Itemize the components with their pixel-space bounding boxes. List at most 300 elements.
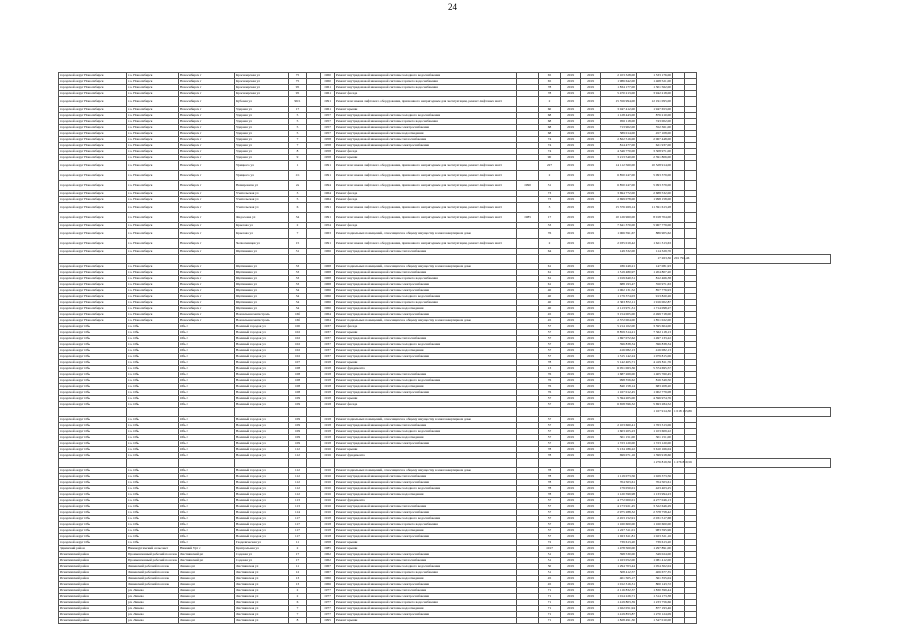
table-cell: городской округ Новосибирск (59, 97, 127, 107)
table-cell: 1 103 609,22 (637, 429, 673, 435)
table-cell: 201 792,46 (673, 255, 685, 264)
table-cell: Щетинкина ул (235, 282, 289, 288)
table-cell: 2019 (561, 354, 581, 360)
table-cell: 2019 (581, 125, 601, 131)
table-cell: Обь г (179, 417, 235, 423)
table-cell: 57 (539, 423, 561, 429)
table-cell: 1 012 316,31 (601, 582, 637, 588)
table-cell: 1 998 158,00 (637, 197, 673, 203)
table-cell (685, 171, 697, 181)
table-cell: г.о. Новосибирск (127, 213, 179, 223)
table-cell: 33 (289, 282, 307, 288)
table-cell: Военный городок ул (235, 429, 289, 435)
table-cell: 2а (289, 181, 307, 191)
table-cell (517, 255, 539, 264)
table-cell: 2019 (561, 447, 581, 453)
table-cell (307, 618, 321, 624)
table-cell: Обь г (179, 366, 235, 372)
table-cell: Ремонт внутридомовой инженерной системы водоотведения (335, 435, 517, 441)
table-cell: Ударная ул (235, 143, 289, 149)
table-cell: Новосибирск г (179, 85, 235, 91)
table-cell: 1 018 153,86 (673, 408, 685, 417)
table-cell: 2019 (581, 498, 601, 504)
table-cell: 5 093 379,00 (637, 181, 673, 191)
table-cell: 1 297 891,00 (637, 546, 673, 552)
table-cell: Искитимский район (59, 618, 127, 624)
table-cell: 2 067 448,00 (637, 137, 673, 143)
table-cell: Ремонт внутридомовой инженерной системы горячего водоснабжения (335, 276, 517, 282)
table-cell: 5 134 186,22 (601, 447, 637, 453)
table-cell: 1 916 002,87 (637, 300, 673, 306)
table-cell (697, 408, 831, 417)
table-cell: Новосибирск г (179, 312, 235, 318)
table-cell: г.о. Новосибирск (127, 171, 179, 181)
table-cell: 2019 (561, 582, 581, 588)
table-cell: г.о. Обь (127, 468, 179, 474)
table-cell: 998 356,62 (601, 378, 637, 384)
table-cell: 51 (539, 552, 561, 558)
table-cell: 1 603 205,23 (601, 429, 637, 435)
table-cell: Новосибирск г (179, 79, 235, 85)
table-cell: городской округ Новосибирск (59, 91, 127, 97)
table-cell: 2019 (561, 423, 581, 429)
table-cell: 1 227 311,01 (601, 528, 637, 534)
table-cell: 2019 (561, 113, 581, 119)
table-cell: 2019 (581, 143, 601, 149)
table-cell: 1 276 819,56 (637, 459, 673, 468)
table-cell: Военный городок ул (235, 378, 289, 384)
table-cell: 40 (539, 294, 561, 300)
table-cell (673, 213, 685, 223)
table-cell: 2019 (581, 474, 601, 480)
table-cell: 2019 (561, 396, 581, 402)
table-cell: 17 (289, 107, 307, 113)
table-cell: 2 (289, 588, 307, 594)
table-cell: г.о. Новосибирск (127, 181, 179, 191)
table-cell: Искитимский район (59, 594, 127, 600)
table-cell (685, 213, 697, 223)
table-cell: 5 967 779,00 (637, 223, 673, 229)
table-cell: 2019 (581, 131, 601, 137)
table-cell: Линево рп (179, 618, 235, 624)
table-cell: Ремонт внутридомовой инженерной системы теплоснабжения (335, 474, 517, 480)
table-cell: 406 677,35 (637, 570, 673, 576)
table-cell: Ремонт крыши (335, 330, 517, 336)
table-cell (235, 408, 289, 417)
table-cell: городской округ Обь (59, 486, 127, 492)
table-cell: 2019 (561, 588, 581, 594)
table-cell: 112 (289, 480, 307, 486)
table-cell: Новосибирск г (179, 143, 235, 149)
table-cell: 51 (539, 558, 561, 564)
table-cell: 7 (289, 229, 307, 239)
table-cell: Военный городок ул (235, 435, 289, 441)
table-cell (335, 408, 517, 417)
table-cell: 11 (289, 564, 307, 570)
table-cell: 61 (539, 282, 561, 288)
table-cell (517, 171, 539, 181)
table-cell: городской округ Обь (59, 534, 127, 540)
table-cell: Новосибирск г (179, 270, 235, 276)
table-cell: 108 (289, 384, 307, 390)
table-cell: 102 (289, 336, 307, 342)
table-cell: 1916 (321, 447, 335, 453)
table-cell: 2019 (561, 576, 581, 582)
table-cell: 2019 (581, 606, 601, 612)
table-cell: Военный городок ул (235, 366, 289, 372)
table-cell: 78 (539, 492, 561, 498)
table-cell: 1977 (321, 588, 335, 594)
table-cell: 1 023 611,81 (601, 534, 637, 540)
table-cell: 17 (539, 213, 561, 223)
table-cell: Ремонт или замена лифтового оборудования, признанного непригодным для эксплуатации, ремонт лифтовых шахт (335, 171, 517, 181)
table-cell: 227 (539, 161, 561, 171)
table-cell: 2019 (581, 366, 601, 372)
table-cell (673, 239, 685, 249)
table-cell: 301 151,00 (601, 435, 637, 441)
table-cell: городской округ Обь (59, 348, 127, 354)
table-cell (307, 213, 321, 223)
table-cell: 2019 (561, 372, 581, 378)
table-cell: Линево рп (179, 612, 235, 618)
table-cell: городской округ Новосибирск (59, 288, 127, 294)
table-cell: 1 947 653,00 (637, 107, 673, 113)
table-cell: 2019 (561, 534, 581, 540)
table-cell: 621 937,00 (637, 143, 673, 149)
table-cell: Военный городок ул (235, 336, 289, 342)
table-cell: 1937 (321, 324, 335, 330)
table-cell: Ремонт внутридомовой инженерной системы водоотведения (335, 131, 517, 137)
table-row (59, 408, 831, 417)
table-cell: 1 497 133,22 (637, 336, 673, 342)
table-cell: 112 (289, 492, 307, 498)
table-cell: г.о. Новосибирск (127, 300, 179, 306)
table-cell: 1 167 012,45 (601, 390, 637, 396)
table-cell: Ремонт внутридомовой инженерной системы холодного водоснабжения (335, 113, 517, 119)
table-cell: 416 082,13 (637, 348, 673, 354)
table-cell: 109 (289, 429, 307, 435)
table-cell: 1 834 177,00 (601, 85, 637, 91)
table-cell: 2019 (581, 155, 601, 161)
table-cell: Искитимский район (59, 588, 127, 594)
table-cell: г.о. Обь (127, 447, 179, 453)
table-cell: Военный городок ул (235, 468, 289, 474)
table-cell: Новосибирск г (179, 137, 235, 143)
table-cell: 76 (539, 390, 561, 396)
table-cell: Ремонт внутридомовой инженерной системы горячего водоснабжения (335, 570, 517, 576)
table-cell: Военный городок ул (235, 354, 289, 360)
table-cell: Ремонт или замена лифтового оборудования, признанного непригодным для эксплуатации, ремонт лифтовых шахт (335, 239, 517, 249)
table-cell: 2019 (561, 618, 581, 624)
table-cell: Ремонт внутридомовой инженерной системы горячего водоснабжения (335, 522, 517, 528)
table-cell: 2019 (581, 480, 601, 486)
table-cell: 117 (289, 522, 307, 528)
table-cell: 34 (289, 306, 307, 312)
table-cell: 2019 (581, 348, 601, 354)
table-row (59, 255, 831, 264)
table-cell (307, 171, 321, 181)
table-cell (307, 239, 321, 249)
table-cell: городской округ Обь (59, 516, 127, 522)
table-cell: 5 (289, 197, 307, 203)
table-cell: Ремонт внутридомовой инженерной системы электроснабжения (335, 510, 517, 516)
table-cell: 1966 (321, 249, 335, 255)
table-cell: 179 050,01 (601, 486, 637, 492)
table-cell (539, 408, 561, 417)
table-cell: г.о. Новосибирск (127, 149, 179, 155)
table-cell: 71 (539, 618, 561, 624)
table-cell: 2019 (561, 270, 581, 276)
table-cell (685, 181, 697, 191)
table-cell: 2019 (561, 171, 581, 181)
page-number: 24 (448, 2, 457, 12)
table-cell: 2019 (561, 85, 581, 91)
table-cell (321, 408, 335, 417)
table-cell: Красноярская ул (235, 79, 289, 85)
table-cell: 78 (539, 468, 561, 474)
table-cell: Красноярская ул (235, 91, 289, 97)
table-cell: Обь г (179, 504, 235, 510)
table-cell: 61 (539, 264, 561, 270)
table-cell: Ремонт фасада (335, 149, 517, 155)
table-cell: Военный городок ул (235, 360, 289, 366)
table-cell: 1/1 (289, 171, 307, 181)
table-cell: 109 (289, 423, 307, 429)
table-cell: 1991 (321, 239, 335, 249)
table-cell: Линевский рабочий поселок (127, 570, 179, 576)
table-cell: 1918 (321, 522, 335, 528)
table-cell: 1 002 779,08 (637, 390, 673, 396)
table-cell: 1 204 807,20 (637, 270, 673, 276)
table-cell: Обь г (179, 474, 235, 480)
table-cell: 108 (289, 390, 307, 396)
table-cell: 1918 (321, 384, 335, 390)
table-cell: 2019 (561, 288, 581, 294)
table-cell (539, 255, 561, 264)
table-cell: 1 019 640,51 (601, 276, 637, 282)
table-cell: Ремонт внутридомовой инженерной системы горячего водоснабжения (335, 85, 517, 91)
table-cell: 2019 (581, 417, 601, 423)
table-cell: 2 103 328,00 (601, 73, 637, 79)
table-cell: Новосибирск г (179, 191, 235, 197)
table-cell: городской округ Обь (59, 540, 127, 546)
table-cell: 10 126 960,00 (601, 213, 637, 223)
table-cell: 2019 (581, 504, 601, 510)
table-cell: Ремонт или замена лифтового оборудования, признанного непригодным для эксплуатации, ремонт лифтовых шахт (335, 181, 517, 191)
table-cell: 7 641 370,00 (601, 223, 637, 229)
table-cell: Обь г (179, 528, 235, 534)
table-cell: Ремонт внутридомовой инженерной системы холодного водоснабжения (335, 378, 517, 384)
table-cell: 78 (539, 474, 561, 480)
table-cell: 1 723 120,00 (601, 441, 637, 447)
table-cell: 2019 (561, 300, 581, 306)
table-cell: г.о. Новосибирск (127, 97, 179, 107)
table-cell: 5 (289, 125, 307, 131)
table-cell: Линево рп (179, 564, 235, 570)
table-cell: г.о. Обь (127, 516, 179, 522)
table-cell: 1 081 412,00 (637, 558, 673, 564)
table-cell: городской округ Новосибирск (59, 306, 127, 312)
table-cell: 1 120 599,98 (601, 492, 637, 498)
table-cell: Линево рп (179, 606, 235, 612)
table-cell: городской округ Новосибирск (59, 223, 127, 229)
table-cell: 109 (289, 441, 307, 447)
table-cell: 2019 (581, 453, 601, 459)
table-cell: 2 (539, 171, 561, 181)
table-cell: 2019 (561, 79, 581, 85)
table-cell: 5 470 213,00 (601, 91, 637, 97)
table-cell: 1918 (321, 516, 335, 522)
table-cell: 1 022 051,94 (601, 606, 637, 612)
table-cell: Ремонт крыши (335, 618, 517, 624)
table-cell: 102 (289, 330, 307, 336)
table-cell: 2019 (581, 546, 601, 552)
table-cell: 1918 (321, 366, 335, 372)
table-cell (179, 408, 235, 417)
table-cell: 1991 (321, 171, 335, 181)
table-cell: Военный городок ул (235, 522, 289, 528)
table-cell: 2 116 832,37 (601, 588, 637, 594)
table-cell: 1 (289, 161, 307, 171)
table-cell: Новосибирск г (179, 181, 235, 191)
table-cell: городской округ Новосибирск (59, 137, 127, 143)
table-cell: 2 372 004,00 (601, 318, 637, 324)
table-cell: г.о. Обь (127, 528, 179, 534)
table-cell: 78 (539, 360, 561, 366)
table-cell: 2019 (561, 360, 581, 366)
table-cell: 2019 (581, 181, 601, 191)
table-cell: Новосибирск г (179, 155, 235, 161)
table-cell: Вокзальная магистраль (235, 318, 289, 324)
table-cell: Военный городок ул (235, 516, 289, 522)
table-cell: 113 (289, 498, 307, 504)
table-cell: Ремонт крыши (335, 396, 517, 402)
table-cell: 2019 (561, 223, 581, 229)
table-cell: городской округ Новосибирск (59, 203, 127, 213)
table-cell: 57 (539, 435, 561, 441)
table-cell: Ремонт внутридомовой инженерной системы холодного водоснабжения (335, 294, 517, 300)
table-cell: Ремонт или замена лифтового оборудования, признанного непригодным для эксплуатации, ремонт лифтовых шахт (335, 213, 517, 223)
table-cell: городской округ Обь (59, 522, 127, 528)
table-cell: Ремонт внутридомовой инженерной системы горячего водоснабжения (335, 300, 517, 306)
table-cell: 114 329,76 (637, 249, 673, 255)
table-cell: Ремонт внутридомовой инженерной системы электроснабжения (335, 534, 517, 540)
table-cell: Листвянская ул (235, 618, 289, 624)
table-cell: Ремонт внутридомовой инженерной системы горячего водоснабжения (335, 79, 517, 85)
table-cell: Щетинкина ул (235, 288, 289, 294)
table-row (59, 618, 831, 624)
table-cell: г.о. Новосибирск (127, 191, 179, 197)
table-cell: 508 412,57 (601, 570, 637, 576)
table-cell: 4 596 974,76 (637, 396, 673, 402)
table-cell: 2019 (561, 229, 581, 239)
table-cell: Красноярская ул (235, 85, 289, 91)
table-cell: 1961 (321, 85, 335, 91)
table-cell: 13 (289, 582, 307, 588)
table-cell (697, 255, 831, 264)
table-cell: 2019 (581, 85, 601, 91)
table-cell: городской округ Новосибирск (59, 191, 127, 197)
table-cell: Ремонт внутридомовой инженерной системы теплоснабжения (335, 558, 517, 564)
table-cell: 1967 (321, 570, 335, 576)
table-cell: Линевский рабочий поселок (127, 582, 179, 588)
table-cell: 4 346 770,00 (601, 149, 637, 155)
table-cell: 2019 (581, 91, 601, 97)
table-cell: 2019 (561, 312, 581, 318)
table-cell: г.о. Обь (127, 390, 179, 396)
table-cell: Ударная ул (235, 137, 289, 143)
table-cell (321, 255, 335, 264)
table-cell: 2019 (581, 73, 601, 79)
table-cell: городской округ Обь (59, 372, 127, 378)
table-cell: 112 (289, 453, 307, 459)
table-cell: 1 405 760,45 (637, 372, 673, 378)
table-cell: Военный городок ул (235, 330, 289, 336)
table-cell: 1916 (321, 492, 335, 498)
table-cell: Ударная ул (235, 149, 289, 155)
table-cell: городской округ Обь (59, 441, 127, 447)
table-cell: 1995 (321, 618, 335, 624)
table-cell: Новосибирск г (179, 264, 235, 270)
table-cell: 1962 (321, 558, 335, 564)
table-cell (581, 459, 601, 468)
table-cell: 57 (539, 522, 561, 528)
table-cell: 2019 (581, 119, 601, 125)
table-cell: Обь г (179, 402, 235, 408)
table-cell: городской округ Новосибирск (59, 161, 127, 171)
table-cell: г.о. Обь (127, 540, 179, 546)
table-cell: г.о. Новосибирск (127, 312, 179, 318)
table-cell: Ремонт внутридомовой инженерной системы электроснабжения (335, 312, 517, 318)
table-cell: 1916 (321, 486, 335, 492)
table-cell: городской округ Обь (59, 480, 127, 486)
table-cell (685, 97, 697, 107)
table-cell (517, 203, 539, 213)
table-row (59, 97, 831, 107)
table-cell: Ремонт внутридомовой инженерной системы теплоснабжения (335, 423, 517, 429)
table-cell (685, 203, 697, 213)
table-cell: 117 (289, 534, 307, 540)
table-cell: Садовая ул (235, 558, 289, 564)
table-cell: Щетинкина ул (235, 306, 289, 312)
table-cell: Линевский рабочий поселок (127, 564, 179, 570)
table-row (59, 171, 831, 181)
table-cell: Щетинкина ул (235, 249, 289, 255)
table-cell: 2019 (581, 171, 601, 181)
table-cell: 2019 (581, 594, 601, 600)
table-cell: г.о. Новосибирск (127, 229, 179, 239)
table-cell: городской округ Новосибирск (59, 125, 127, 131)
table-cell: 2019 (561, 131, 581, 137)
table-cell: 1918 (321, 435, 335, 441)
table-cell: г.о. Обь (127, 366, 179, 372)
table-cell: 57 (539, 324, 561, 330)
table-cell: городской округ Обь (59, 429, 127, 435)
table-cell: городской округ Новосибирск (59, 143, 127, 149)
table-cell: Ремонт крыши (335, 447, 517, 453)
table-cell: Новосибирск г (179, 294, 235, 300)
table-cell (601, 459, 637, 468)
table-cell: 74 (539, 137, 561, 143)
table-cell: 7 (289, 143, 307, 149)
table-cell: 2019 (581, 288, 601, 294)
table-cell: Искитимский район (59, 600, 127, 606)
table-cell: 2 035 019,42 (601, 239, 637, 249)
table-cell: 114 (289, 510, 307, 516)
table-cell: Ремонт подвальных помещений, относящихся к общему имуществу в многоквартирном доме (335, 229, 517, 239)
table-cell: Ударная ул (235, 155, 289, 161)
table-cell: Ремонт внутридомовой инженерной системы водоотведения (335, 606, 517, 612)
